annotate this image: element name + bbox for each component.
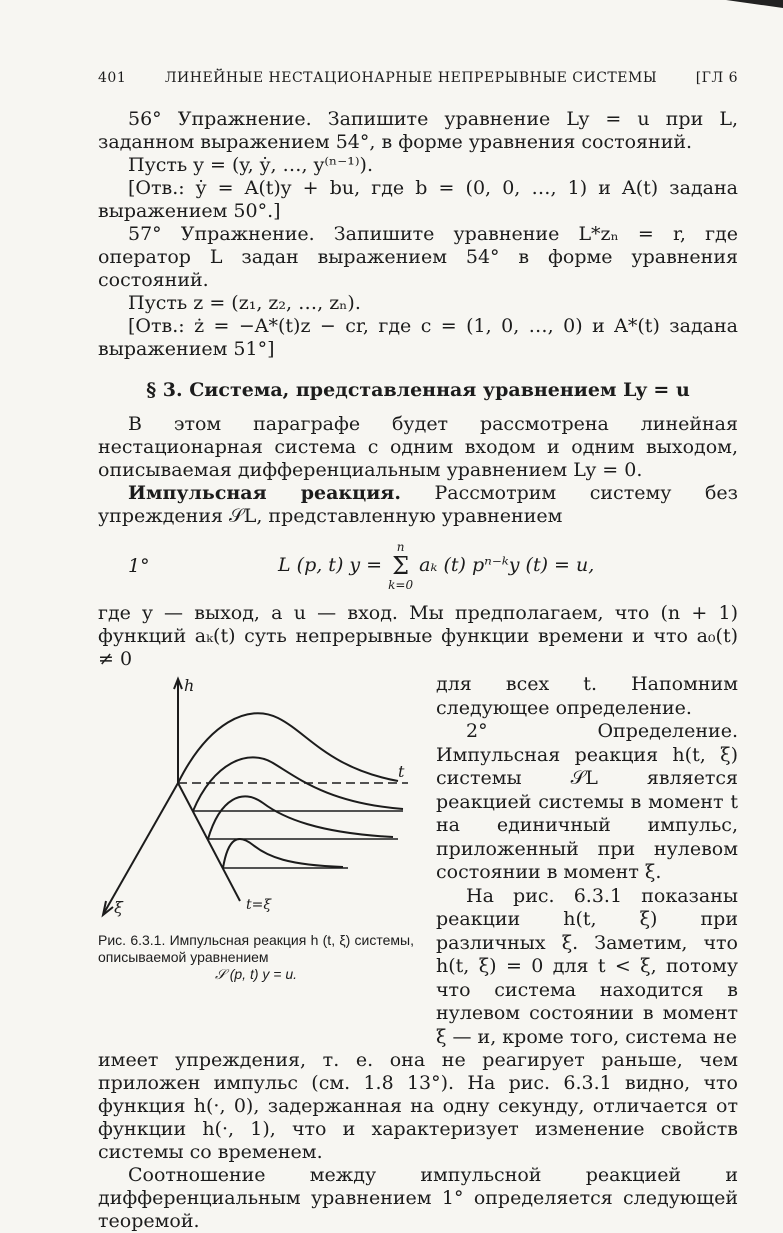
- sum-operator: [388, 540, 413, 592]
- running-header: [98, 70, 738, 86]
- page-number: 401: [98, 70, 127, 86]
- equation-number: 1°: [128, 555, 150, 577]
- sum-lower: k=0: [388, 578, 414, 592]
- exercise-56: 56° Упражнение. Запишите уравнение Ly = u при L, заданном выражением 54°, в форме уравнения состояний.: [98, 108, 738, 153]
- closing-paragraph-2: Соотношение между импульсной реакцией и дифференциальным уравнением 1° определяется следующей теоремой.: [98, 1164, 738, 1232]
- side-text-column: [436, 673, 738, 1049]
- response-curve-4: [223, 839, 343, 868]
- sum-symbol: Σ: [392, 552, 410, 580]
- xi-axis-label: ξ: [114, 898, 123, 917]
- impulse-paragraph: [98, 482, 738, 528]
- sum-upper: n: [396, 540, 405, 554]
- xi-axis-arrow: [103, 901, 113, 915]
- closing-paragraph-1: имеет упреждения, т. е. она не реагирует раньше, чем приложен импульс (см. 1.8 13°). На рис. 6.3.1 видно, что функция h(·, 0), задержанная на одну секунду, отличается от функции h(·, 1), что и характеризует изменение свойств системы со временем.: [98, 1049, 738, 1163]
- section-intro: В этом параграфе будет рассмотрена линейная нестационарная система с одним входом и одним выходом, описываемая дифференциальным уравнением Ly = 0.: [98, 413, 738, 481]
- side-paragraph-3: На рис. 6.3.1 показаны реакции h(t, ξ) при различных ξ. Заметим, что h(t, ξ) = 0 для t < ξ, потому что система находится в нулевом состоянии в момент ξ — и, кроме того, система не: [436, 884, 738, 1048]
- exercise-57: 57° Упражнение. Запишите уравнение L*zₙ = r, где оператор L задан выражением 54° в форме уравнения состояний.: [98, 223, 738, 291]
- exercise-57-answer: [Отв.: ż = −A*(t)z − cr, где c = (1, 0, …, 0) и A*(t) задана выражением 51°]: [98, 315, 738, 360]
- chapter-mark: [ГЛ 6: [695, 70, 738, 86]
- exercise-57-let: Пусть z = (z₁, z₂, …, zₙ).: [128, 292, 361, 314]
- t-axis-label: t: [398, 762, 405, 781]
- equation-right: aₖ (t) pⁿ⁻ᵏy (t) = u,: [419, 554, 595, 576]
- response-curve-2: [193, 757, 403, 811]
- figure-caption-text: Рис. 6.3.1. Импульсная реакция h (t, ξ) системы, описываемой уравнением: [98, 932, 414, 965]
- impulse-text: Рассмотрим систему без упреждения 𝒮L, представленную уравнением: [98, 482, 738, 527]
- after-formula-text: где y — выход, а u — вход. Мы предполагаем, что (n + 1) функций aₖ(t) суть непрерывные функции времени и что a₀(t) ≠ 0: [98, 602, 738, 670]
- equation-1: [98, 538, 738, 594]
- exercise-56-let: Пусть y = (y, ẏ, …, y⁽ⁿ⁻¹⁾).: [128, 154, 373, 176]
- diagonal-label: t=ξ: [246, 897, 272, 913]
- page: [98, 70, 738, 1233]
- side-paragraph-1: для всех t. Напомним следующее определение.: [436, 673, 738, 719]
- figure-caption: [98, 932, 414, 983]
- impulse-response-diagram: [98, 673, 414, 928]
- running-title: ЛИНЕЙНЫЕ НЕСТАЦИОНАРНЫЕ НЕПРЕРЫВНЫЕ СИСТЕМЫ: [164, 70, 658, 86]
- exercise-56-answer: [Отв.: ẏ = A(t)y + bu, где b = (0, 0, …, 1) и A(t) задана выражением 50°.]: [98, 177, 738, 222]
- section-title: § 3. Система, представленная уравнением Ly = u: [146, 379, 690, 401]
- equation-left: L (p, t) y =: [278, 554, 383, 576]
- xi-axis: [104, 783, 178, 913]
- page-corner-mark: [723, 0, 783, 8]
- definition-2: 2° Определение. Импульсная реакция h(t, ξ) системы 𝒮L является реакцией системы в момент t на единичный импульс, приложенный при нулевом состоянии в момент ξ.: [436, 720, 738, 883]
- impulse-heading: Импульсная реакция.: [128, 482, 401, 504]
- figure-6-3-1: [98, 673, 414, 1049]
- equation-body: [278, 540, 738, 592]
- h-axis-label: h: [184, 676, 195, 695]
- figure-wrap-block: [98, 673, 738, 1049]
- figure-caption-formula: 𝒮 (p, t) y = u.: [214, 966, 298, 982]
